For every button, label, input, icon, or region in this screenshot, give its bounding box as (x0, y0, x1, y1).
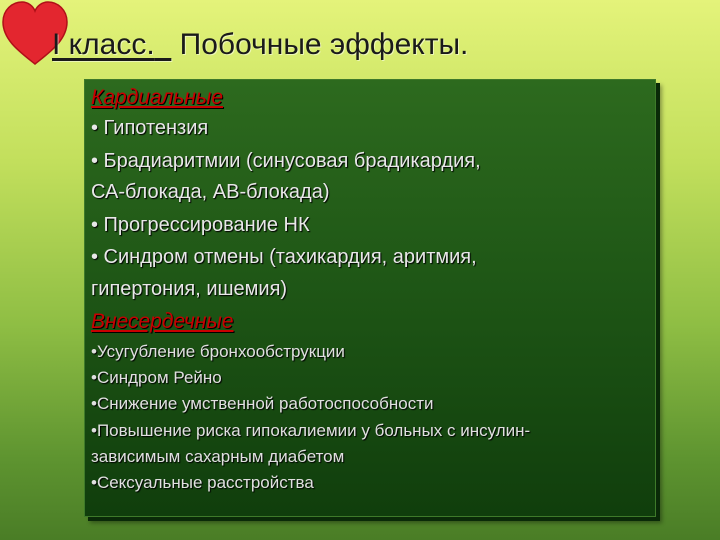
list-item: зависимым сахарным диабетом (91, 447, 345, 466)
list-item: гипертония, ишемия) (91, 278, 288, 300)
list-item: • Брадиаритмии (синусовая брадикардия, (91, 150, 481, 172)
list-item: • Синдром отмены (тахикардия, аритмия, (91, 246, 477, 268)
list-item: • Прогрессирование НК (91, 214, 310, 236)
list-item: •Повышение риска гипокалиемии у больных с инсулин- (91, 421, 531, 440)
cardiac-heading: Кардиальные (91, 86, 224, 109)
title-subject: Побочные эффекты. (179, 28, 469, 61)
list-item: •Усугубление бронхообструкции (91, 342, 345, 361)
title-class-label: I класс. (52, 28, 155, 61)
list-item: •Синдром Рейно (91, 368, 222, 387)
list-item: СА-блокада, АВ-блокада) (91, 181, 330, 203)
content-panel (84, 79, 656, 517)
extracardiac-heading: Внесердечные (91, 310, 234, 333)
page-title (52, 28, 468, 62)
list-item: • Гипотензия (91, 117, 209, 139)
list-item: •Сексуальные расстройства (91, 473, 314, 492)
list-item: •Снижение умственной работоспособности (91, 394, 434, 413)
